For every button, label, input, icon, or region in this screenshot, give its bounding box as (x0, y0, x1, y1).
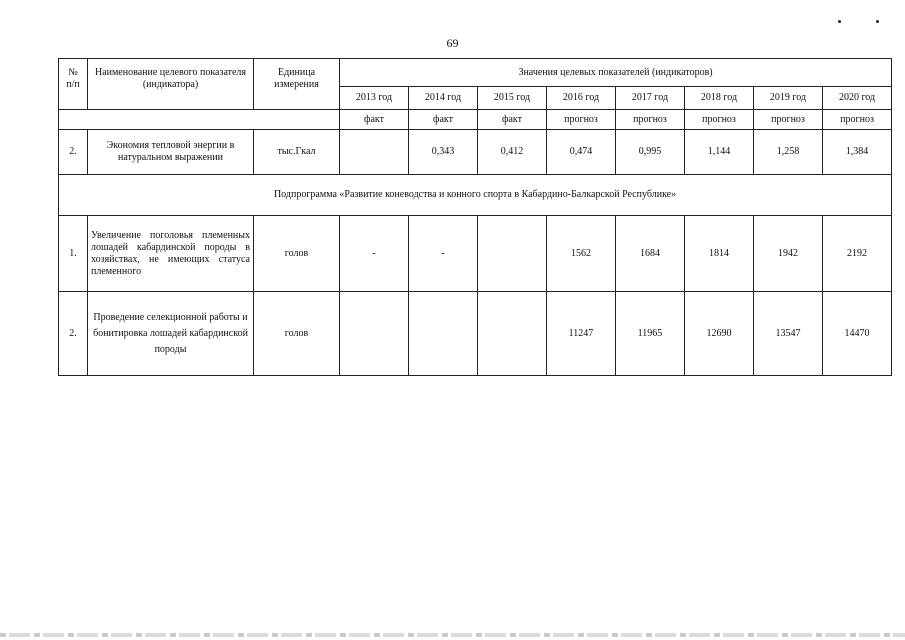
header-year: 2016 год (547, 87, 616, 110)
row-value: 0,474 (547, 130, 616, 175)
page-number: 69 (446, 36, 459, 50)
row-value (340, 292, 409, 376)
row-name: Проведение селекционной работы и бонитировка лошадей кабардинской породы (88, 292, 254, 376)
row-value (340, 130, 409, 175)
row-name: Экономия тепловой энергии в натуральном выражении (88, 130, 254, 175)
row-value: 0,343 (409, 130, 478, 175)
header-values-title: Значения целевых показателей (индикаторов) (340, 59, 892, 87)
row-num: 2. (59, 130, 88, 175)
table-row (59, 130, 892, 175)
row-value: 14470 (823, 292, 892, 376)
scan-edge-noise (0, 633, 905, 637)
row-value: 12690 (685, 292, 754, 376)
header-type: факт (409, 110, 478, 130)
row-value: 11247 (547, 292, 616, 376)
row-value: - (409, 216, 478, 292)
row-unit: голов (254, 216, 340, 292)
row-num: 1. (59, 216, 88, 292)
subprogram-title: Подпрограмма «Развитие коневодства и конного спорта в Кабардино-Балкарской Республике» (59, 175, 892, 216)
row-value: 1814 (685, 216, 754, 292)
header-type: факт (340, 110, 409, 130)
row-value: 0,995 (616, 130, 685, 175)
row-value: 1684 (616, 216, 685, 292)
header-year: 2017 год (616, 87, 685, 110)
header-type: факт (478, 110, 547, 130)
header-year: 2015 год (478, 87, 547, 110)
header-type: прогноз (754, 110, 823, 130)
row-value: 11965 (616, 292, 685, 376)
row-value: 1,144 (685, 130, 754, 175)
row-unit: тыс.Гкал (254, 130, 340, 175)
row-unit: голов (254, 292, 340, 376)
row-name: Увеличение поголовья племенных лошадей кабардинской породы в хозяйствах, не имеющих статуса племенного (88, 216, 254, 292)
header-year: 2014 год (409, 87, 478, 110)
row-value: 1562 (547, 216, 616, 292)
header-num: № п/п (59, 59, 88, 110)
indicators-table (58, 58, 892, 376)
header-year: 2013 год (340, 87, 409, 110)
row-value: 1942 (754, 216, 823, 292)
row-value: 1,384 (823, 130, 892, 175)
row-value (478, 216, 547, 292)
row-num: 2. (59, 292, 88, 376)
header-year: 2020 год (823, 87, 892, 110)
table-row (59, 292, 892, 376)
header-year: 2018 год (685, 87, 754, 110)
header-type: прогноз (685, 110, 754, 130)
header-year: 2019 год (754, 87, 823, 110)
row-value: - (340, 216, 409, 292)
table-row (59, 216, 892, 292)
header-type: прогноз (823, 110, 892, 130)
header-type: прогноз (616, 110, 685, 130)
scan-mark (838, 20, 841, 23)
header-unit: Единица измерения (254, 59, 340, 110)
row-value (478, 292, 547, 376)
row-value: 1,258 (754, 130, 823, 175)
header-type: прогноз (547, 110, 616, 130)
row-value: 13547 (754, 292, 823, 376)
scan-mark (876, 20, 879, 23)
row-value (409, 292, 478, 376)
header-name: Наименование целевого показателя (индикатора) (88, 59, 254, 110)
header-types-blank (59, 110, 340, 130)
row-value: 2192 (823, 216, 892, 292)
row-value: 0,412 (478, 130, 547, 175)
